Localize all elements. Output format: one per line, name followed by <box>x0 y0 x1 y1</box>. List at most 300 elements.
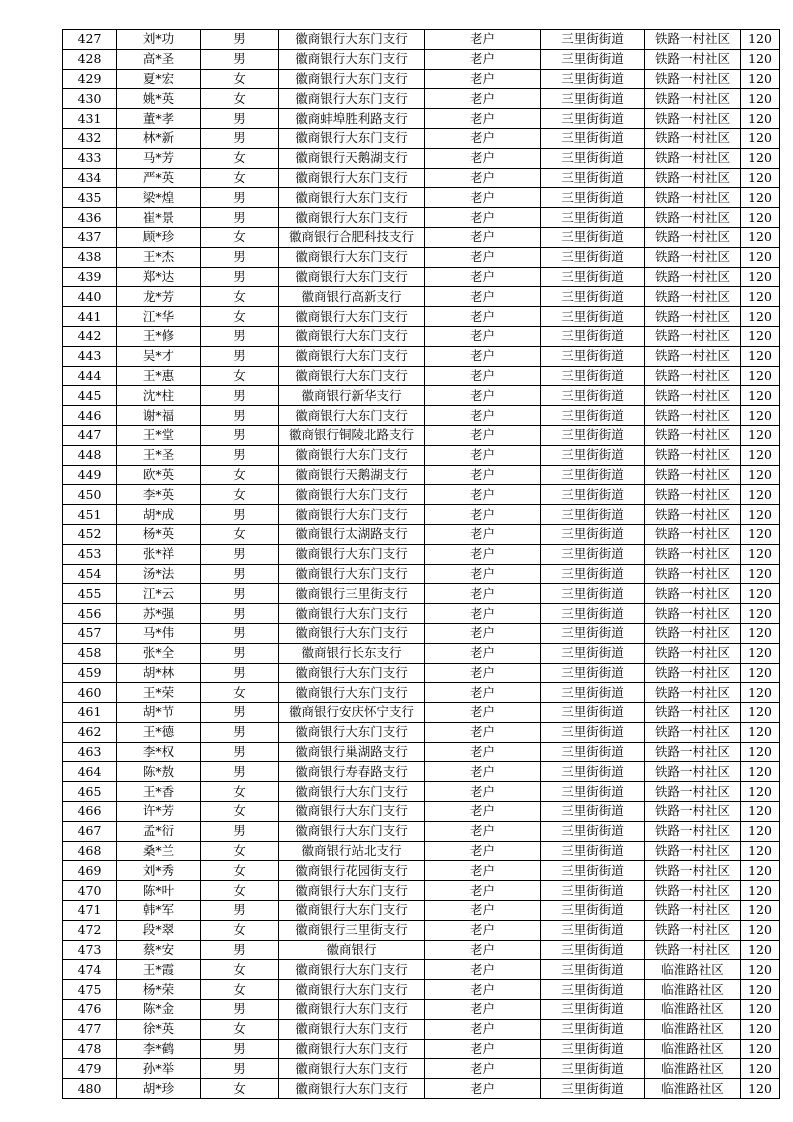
amount-cell: 120 <box>741 128 780 148</box>
gender-cell: 女 <box>201 227 279 247</box>
table-row <box>63 307 780 327</box>
amount-cell: 120 <box>741 980 780 1000</box>
subdistrict-cell: 三里街街道 <box>541 30 645 50</box>
subdistrict-cell: 三里街街道 <box>541 69 645 89</box>
subdistrict-cell: 三里街街道 <box>541 901 645 921</box>
account-type-cell: 老户 <box>425 30 541 50</box>
gender-cell: 男 <box>201 326 279 346</box>
bank-branch-cell: 徽商银行大东门支行 <box>279 366 425 386</box>
subdistrict-cell: 三里街街道 <box>541 89 645 109</box>
name-cell: 韩*军 <box>117 901 201 921</box>
name-cell: 陈*叶 <box>117 881 201 901</box>
row-number-cell: 452 <box>63 524 117 544</box>
account-type-cell: 老户 <box>425 821 541 841</box>
table-row <box>63 69 780 89</box>
gender-cell: 女 <box>201 1079 279 1099</box>
account-type-cell: 老户 <box>425 920 541 940</box>
amount-cell: 120 <box>741 307 780 327</box>
bank-branch-cell: 徽商银行巢湖路支行 <box>279 742 425 762</box>
row-number-cell: 469 <box>63 861 117 881</box>
subdistrict-cell: 三里街街道 <box>541 960 645 980</box>
bank-branch-cell: 徽商银行大东门支行 <box>279 782 425 802</box>
account-type-cell: 老户 <box>425 445 541 465</box>
row-number-cell: 473 <box>63 940 117 960</box>
row-number-cell: 451 <box>63 505 117 525</box>
subdistrict-cell: 三里街街道 <box>541 1059 645 1079</box>
bank-branch-cell: 徽商银行安庆怀宁支行 <box>279 703 425 723</box>
community-cell: 铁路一村社区 <box>645 881 741 901</box>
bank-branch-cell: 徽商银行大东门支行 <box>279 683 425 703</box>
bank-branch-cell: 徽商银行大东门支行 <box>279 406 425 426</box>
table-row <box>63 49 780 69</box>
amount-cell: 120 <box>741 623 780 643</box>
subdistrict-cell: 三里街街道 <box>541 564 645 584</box>
table-row <box>63 623 780 643</box>
row-number-cell: 429 <box>63 69 117 89</box>
table-row <box>63 89 780 109</box>
table-row <box>63 861 780 881</box>
community-cell: 铁路一村社区 <box>645 505 741 525</box>
name-cell: 龙*芳 <box>117 287 201 307</box>
row-number-cell: 440 <box>63 287 117 307</box>
bank-branch-cell: 徽商银行大东门支行 <box>279 1059 425 1079</box>
bank-branch-cell: 徽商银行大东门支行 <box>279 604 425 624</box>
bank-branch-cell: 徽商银行大东门支行 <box>279 247 425 267</box>
bank-branch-cell: 徽商银行站北支行 <box>279 841 425 861</box>
table-row <box>63 821 780 841</box>
account-type-cell: 老户 <box>425 1039 541 1059</box>
account-type-cell: 老户 <box>425 406 541 426</box>
account-type-cell: 老户 <box>425 604 541 624</box>
community-cell: 铁路一村社区 <box>645 267 741 287</box>
subdistrict-cell: 三里街街道 <box>541 485 645 505</box>
subdistrict-cell: 三里街街道 <box>541 762 645 782</box>
bank-branch-cell: 徽商银行大东门支行 <box>279 69 425 89</box>
table-row <box>63 604 780 624</box>
amount-cell: 120 <box>741 168 780 188</box>
account-type-cell: 老户 <box>425 1079 541 1099</box>
name-cell: 陈*敖 <box>117 762 201 782</box>
community-cell: 铁路一村社区 <box>645 742 741 762</box>
subdistrict-cell: 三里街街道 <box>541 623 645 643</box>
bank-branch-cell: 徽商银行花园街支行 <box>279 861 425 881</box>
row-number-cell: 466 <box>63 802 117 822</box>
row-number-cell: 441 <box>63 307 117 327</box>
community-cell: 铁路一村社区 <box>645 782 741 802</box>
table-row <box>63 485 780 505</box>
account-type-cell: 老户 <box>425 227 541 247</box>
bank-branch-cell: 徽商银行大东门支行 <box>279 1000 425 1020</box>
community-cell: 铁路一村社区 <box>645 861 741 881</box>
table-row <box>63 168 780 188</box>
subdistrict-cell: 三里街街道 <box>541 128 645 148</box>
community-cell: 铁路一村社区 <box>645 30 741 50</box>
subdistrict-cell: 三里街街道 <box>541 307 645 327</box>
row-number-cell: 470 <box>63 881 117 901</box>
table-row <box>63 1039 780 1059</box>
bank-branch-cell: 徽商银行大东门支行 <box>279 505 425 525</box>
table-row <box>63 564 780 584</box>
bank-branch-cell: 徽商银行 <box>279 940 425 960</box>
name-cell: 欧*英 <box>117 465 201 485</box>
subdistrict-cell: 三里街街道 <box>541 366 645 386</box>
name-cell: 江*云 <box>117 584 201 604</box>
bank-branch-cell: 徽商银行大东门支行 <box>279 307 425 327</box>
name-cell: 王*霞 <box>117 960 201 980</box>
name-cell: 沈*柱 <box>117 386 201 406</box>
account-type-cell: 老户 <box>425 841 541 861</box>
bank-branch-cell: 徽商银行大东门支行 <box>279 326 425 346</box>
gender-cell: 男 <box>201 564 279 584</box>
gender-cell: 男 <box>201 663 279 683</box>
amount-cell: 120 <box>741 1039 780 1059</box>
name-cell: 许*芳 <box>117 802 201 822</box>
account-type-cell: 老户 <box>425 683 541 703</box>
subdistrict-cell: 三里街街道 <box>541 425 645 445</box>
account-type-cell: 老户 <box>425 49 541 69</box>
gender-cell: 女 <box>201 841 279 861</box>
subdistrict-cell: 三里街街道 <box>541 247 645 267</box>
table-row <box>63 1079 780 1099</box>
bank-branch-cell: 徽商银行大东门支行 <box>279 980 425 1000</box>
account-type-cell: 老户 <box>425 881 541 901</box>
subdistrict-cell: 三里街街道 <box>541 881 645 901</box>
subdistrict-cell: 三里街街道 <box>541 49 645 69</box>
community-cell: 铁路一村社区 <box>645 287 741 307</box>
community-cell: 铁路一村社区 <box>645 604 741 624</box>
subdistrict-cell: 三里街街道 <box>541 1079 645 1099</box>
account-type-cell: 老户 <box>425 247 541 267</box>
account-type-cell: 老户 <box>425 1019 541 1039</box>
account-type-cell: 老户 <box>425 287 541 307</box>
row-number-cell: 450 <box>63 485 117 505</box>
subdistrict-cell: 三里街街道 <box>541 287 645 307</box>
gender-cell: 女 <box>201 485 279 505</box>
gender-cell: 男 <box>201 30 279 50</box>
amount-cell: 120 <box>741 89 780 109</box>
row-number-cell: 478 <box>63 1039 117 1059</box>
bank-branch-cell: 徽商银行高新支行 <box>279 287 425 307</box>
table-row <box>63 960 780 980</box>
name-cell: 郑*达 <box>117 267 201 287</box>
table-row <box>63 881 780 901</box>
table-row <box>63 584 780 604</box>
row-number-cell: 437 <box>63 227 117 247</box>
account-type-cell: 老户 <box>425 663 541 683</box>
subdistrict-cell: 三里街街道 <box>541 267 645 287</box>
gender-cell: 女 <box>201 920 279 940</box>
gender-cell: 男 <box>201 722 279 742</box>
name-cell: 李*英 <box>117 485 201 505</box>
amount-cell: 120 <box>741 663 780 683</box>
table-row <box>63 1059 780 1079</box>
community-cell: 铁路一村社区 <box>645 465 741 485</box>
table-row <box>63 940 780 960</box>
gender-cell: 男 <box>201 267 279 287</box>
community-cell: 铁路一村社区 <box>645 485 741 505</box>
bank-branch-cell: 徽商银行寿春路支行 <box>279 762 425 782</box>
name-cell: 王*杰 <box>117 247 201 267</box>
amount-cell: 120 <box>741 564 780 584</box>
name-cell: 胡*林 <box>117 663 201 683</box>
account-type-cell: 老户 <box>425 208 541 228</box>
row-number-cell: 432 <box>63 128 117 148</box>
amount-cell: 120 <box>741 326 780 346</box>
table-row <box>63 841 780 861</box>
name-cell: 王*荣 <box>117 683 201 703</box>
amount-cell: 120 <box>741 1059 780 1079</box>
row-number-cell: 449 <box>63 465 117 485</box>
community-cell: 铁路一村社区 <box>645 109 741 129</box>
gender-cell: 女 <box>201 1019 279 1039</box>
row-number-cell: 477 <box>63 1019 117 1039</box>
gender-cell: 男 <box>201 1039 279 1059</box>
subdistrict-cell: 三里街街道 <box>541 188 645 208</box>
bank-branch-cell: 徽商银行大东门支行 <box>279 1079 425 1099</box>
account-type-cell: 老户 <box>425 703 541 723</box>
account-type-cell: 老户 <box>425 940 541 960</box>
gender-cell: 男 <box>201 604 279 624</box>
subdistrict-cell: 三里街街道 <box>541 524 645 544</box>
name-cell: 胡*珍 <box>117 1079 201 1099</box>
gender-cell: 男 <box>201 544 279 564</box>
amount-cell: 120 <box>741 109 780 129</box>
subdistrict-cell: 三里街街道 <box>541 465 645 485</box>
amount-cell: 120 <box>741 920 780 940</box>
subdistrict-cell: 三里街街道 <box>541 148 645 168</box>
subdistrict-cell: 三里街街道 <box>541 445 645 465</box>
gender-cell: 男 <box>201 109 279 129</box>
community-cell: 铁路一村社区 <box>645 445 741 465</box>
community-cell: 铁路一村社区 <box>645 821 741 841</box>
amount-cell: 120 <box>741 940 780 960</box>
gender-cell: 男 <box>201 128 279 148</box>
amount-cell: 120 <box>741 287 780 307</box>
name-cell: 蔡*安 <box>117 940 201 960</box>
row-number-cell: 479 <box>63 1059 117 1079</box>
name-cell: 桑*兰 <box>117 841 201 861</box>
name-cell: 李*鹤 <box>117 1039 201 1059</box>
name-cell: 孟*衍 <box>117 821 201 841</box>
amount-cell: 120 <box>741 584 780 604</box>
community-cell: 铁路一村社区 <box>645 564 741 584</box>
subdistrict-cell: 三里街街道 <box>541 663 645 683</box>
bank-branch-cell: 徽商蚌埠胜利路支行 <box>279 109 425 129</box>
subdistrict-cell: 三里街街道 <box>541 544 645 564</box>
beneficiary-table <box>62 29 780 1099</box>
amount-cell: 120 <box>741 386 780 406</box>
account-type-cell: 老户 <box>425 564 541 584</box>
name-cell: 高*圣 <box>117 49 201 69</box>
table-row <box>63 188 780 208</box>
table-row <box>63 247 780 267</box>
community-cell: 铁路一村社区 <box>645 227 741 247</box>
row-number-cell: 460 <box>63 683 117 703</box>
row-number-cell: 435 <box>63 188 117 208</box>
row-number-cell: 459 <box>63 663 117 683</box>
account-type-cell: 老户 <box>425 168 541 188</box>
amount-cell: 120 <box>741 901 780 921</box>
subdistrict-cell: 三里街街道 <box>541 326 645 346</box>
row-number-cell: 456 <box>63 604 117 624</box>
community-cell: 临淮路社区 <box>645 1000 741 1020</box>
amount-cell: 120 <box>741 247 780 267</box>
community-cell: 铁路一村社区 <box>645 643 741 663</box>
subdistrict-cell: 三里街街道 <box>541 168 645 188</box>
gender-cell: 女 <box>201 366 279 386</box>
gender-cell: 女 <box>201 69 279 89</box>
gender-cell: 男 <box>201 1000 279 1020</box>
table-row <box>63 366 780 386</box>
gender-cell: 女 <box>201 307 279 327</box>
table-row <box>63 1000 780 1020</box>
row-number-cell: 439 <box>63 267 117 287</box>
bank-branch-cell: 徽商银行大东门支行 <box>279 188 425 208</box>
account-type-cell: 老户 <box>425 188 541 208</box>
bank-branch-cell: 徽商银行大东门支行 <box>279 663 425 683</box>
name-cell: 张*全 <box>117 643 201 663</box>
table-row <box>63 722 780 742</box>
bank-branch-cell: 徽商银行大东门支行 <box>279 1039 425 1059</box>
bank-branch-cell: 徽商银行大东门支行 <box>279 346 425 366</box>
gender-cell: 女 <box>201 148 279 168</box>
name-cell: 江*华 <box>117 307 201 327</box>
subdistrict-cell: 三里街街道 <box>541 920 645 940</box>
gender-cell: 男 <box>201 703 279 723</box>
bank-branch-cell: 徽商银行大东门支行 <box>279 485 425 505</box>
subdistrict-cell: 三里街街道 <box>541 643 645 663</box>
amount-cell: 120 <box>741 30 780 50</box>
row-number-cell: 461 <box>63 703 117 723</box>
amount-cell: 120 <box>741 188 780 208</box>
account-type-cell: 老户 <box>425 128 541 148</box>
name-cell: 崔*景 <box>117 208 201 228</box>
community-cell: 临淮路社区 <box>645 1079 741 1099</box>
row-number-cell: 444 <box>63 366 117 386</box>
gender-cell: 男 <box>201 821 279 841</box>
row-number-cell: 433 <box>63 148 117 168</box>
row-number-cell: 453 <box>63 544 117 564</box>
table-body <box>63 30 780 1099</box>
account-type-cell: 老户 <box>425 802 541 822</box>
community-cell: 铁路一村社区 <box>645 346 741 366</box>
name-cell: 陈*金 <box>117 1000 201 1020</box>
table-row <box>63 505 780 525</box>
amount-cell: 120 <box>741 485 780 505</box>
bank-branch-cell: 徽商银行大东门支行 <box>279 901 425 921</box>
amount-cell: 120 <box>741 881 780 901</box>
gender-cell: 女 <box>201 802 279 822</box>
bank-branch-cell: 徽商银行大东门支行 <box>279 128 425 148</box>
bank-branch-cell: 徽商银行三里街支行 <box>279 920 425 940</box>
amount-cell: 120 <box>741 683 780 703</box>
account-type-cell: 老户 <box>425 742 541 762</box>
bank-branch-cell: 徽商银行大东门支行 <box>279 544 425 564</box>
community-cell: 铁路一村社区 <box>645 188 741 208</box>
amount-cell: 120 <box>741 821 780 841</box>
table-row <box>63 386 780 406</box>
account-type-cell: 老户 <box>425 485 541 505</box>
name-cell: 王*德 <box>117 722 201 742</box>
name-cell: 王*香 <box>117 782 201 802</box>
account-type-cell: 老户 <box>425 425 541 445</box>
row-number-cell: 468 <box>63 841 117 861</box>
amount-cell: 120 <box>741 208 780 228</box>
bank-branch-cell: 徽商银行大东门支行 <box>279 49 425 69</box>
bank-branch-cell: 徽商银行大东门支行 <box>279 445 425 465</box>
account-type-cell: 老户 <box>425 980 541 1000</box>
row-number-cell: 431 <box>63 109 117 129</box>
subdistrict-cell: 三里街街道 <box>541 841 645 861</box>
table-row <box>63 980 780 1000</box>
subdistrict-cell: 三里街街道 <box>541 227 645 247</box>
table-row <box>63 920 780 940</box>
account-type-cell: 老户 <box>425 643 541 663</box>
row-number-cell: 471 <box>63 901 117 921</box>
community-cell: 铁路一村社区 <box>645 148 741 168</box>
row-number-cell: 465 <box>63 782 117 802</box>
account-type-cell: 老户 <box>425 1000 541 1020</box>
bank-branch-cell: 徽商银行大东门支行 <box>279 960 425 980</box>
subdistrict-cell: 三里街街道 <box>541 821 645 841</box>
name-cell: 李*权 <box>117 742 201 762</box>
gender-cell: 男 <box>201 346 279 366</box>
gender-cell: 女 <box>201 168 279 188</box>
subdistrict-cell: 三里街街道 <box>541 386 645 406</box>
bank-branch-cell: 徽商银行大东门支行 <box>279 821 425 841</box>
bank-branch-cell: 徽商银行大东门支行 <box>279 30 425 50</box>
account-type-cell: 老户 <box>425 1059 541 1079</box>
row-number-cell: 463 <box>63 742 117 762</box>
account-type-cell: 老户 <box>425 901 541 921</box>
row-number-cell: 480 <box>63 1079 117 1099</box>
name-cell: 王*圣 <box>117 445 201 465</box>
community-cell: 铁路一村社区 <box>645 406 741 426</box>
gender-cell: 男 <box>201 208 279 228</box>
name-cell: 胡*成 <box>117 505 201 525</box>
community-cell: 铁路一村社区 <box>645 920 741 940</box>
account-type-cell: 老户 <box>425 267 541 287</box>
gender-cell: 男 <box>201 901 279 921</box>
name-cell: 汤*法 <box>117 564 201 584</box>
community-cell: 铁路一村社区 <box>645 168 741 188</box>
account-type-cell: 老户 <box>425 782 541 802</box>
name-cell: 杨*英 <box>117 524 201 544</box>
community-cell: 铁路一村社区 <box>645 366 741 386</box>
amount-cell: 120 <box>741 406 780 426</box>
table-row <box>63 663 780 683</box>
gender-cell: 女 <box>201 881 279 901</box>
bank-branch-cell: 徽商银行大东门支行 <box>279 168 425 188</box>
name-cell: 刘*功 <box>117 30 201 50</box>
amount-cell: 120 <box>741 267 780 287</box>
subdistrict-cell: 三里街街道 <box>541 1039 645 1059</box>
gender-cell: 男 <box>201 425 279 445</box>
gender-cell: 男 <box>201 584 279 604</box>
row-number-cell: 475 <box>63 980 117 1000</box>
table-row <box>63 406 780 426</box>
community-cell: 临淮路社区 <box>645 1019 741 1039</box>
name-cell: 段*翠 <box>117 920 201 940</box>
gender-cell: 女 <box>201 861 279 881</box>
row-number-cell: 446 <box>63 406 117 426</box>
row-number-cell: 464 <box>63 762 117 782</box>
gender-cell: 男 <box>201 188 279 208</box>
subdistrict-cell: 三里街街道 <box>541 584 645 604</box>
table-row <box>63 287 780 307</box>
name-cell: 刘*秀 <box>117 861 201 881</box>
account-type-cell: 老户 <box>425 960 541 980</box>
